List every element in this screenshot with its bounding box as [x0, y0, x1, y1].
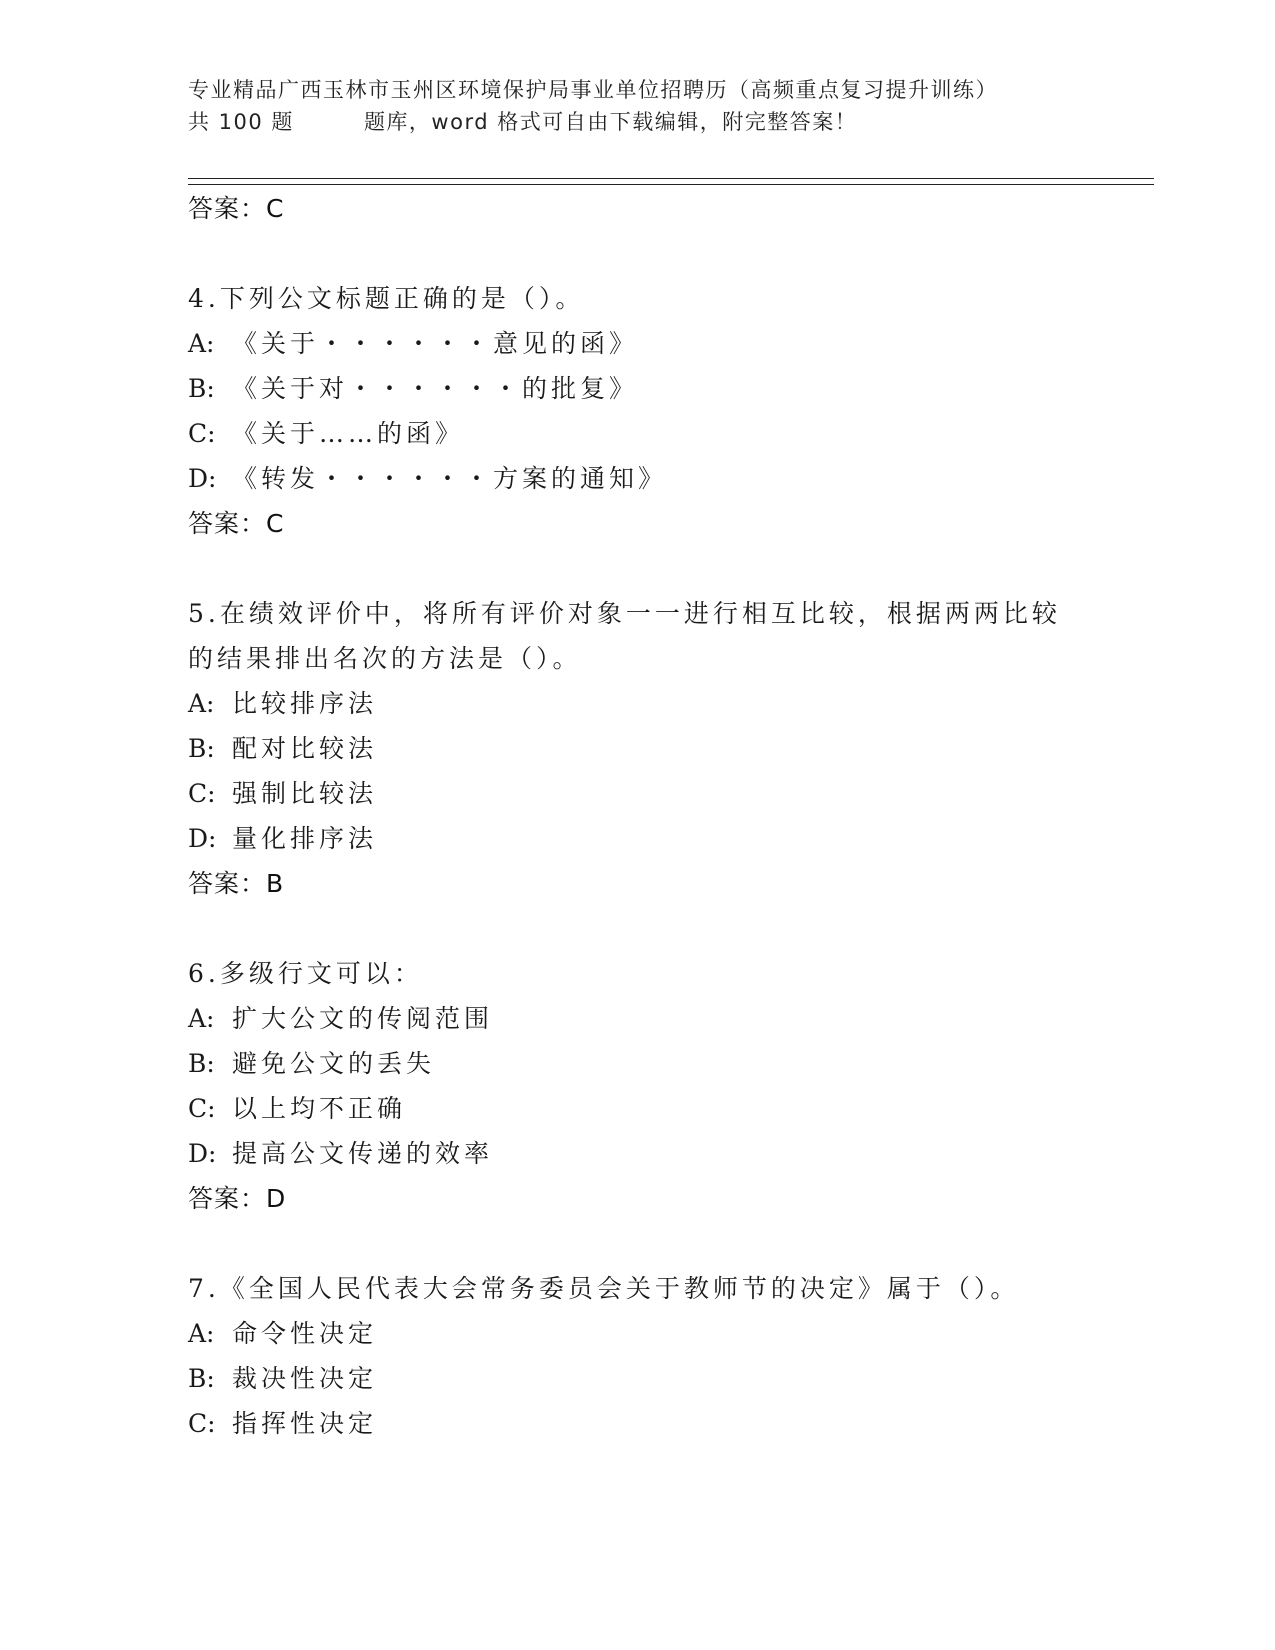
option-text: 比较排序法 — [232, 689, 378, 718]
option-letter: B: — [188, 1049, 215, 1078]
question-7 — [188, 1266, 1148, 1446]
option-letter: C: — [188, 1409, 216, 1438]
option-letter: B: — [188, 1364, 215, 1393]
option-a — [188, 321, 1148, 366]
option-text: 裁决性决定 — [232, 1364, 378, 1393]
option-c — [188, 1401, 1148, 1446]
option-text: 指挥性决定 — [232, 1409, 378, 1438]
option-letter: C: — [188, 419, 216, 448]
header-divider-second — [188, 184, 1154, 185]
option-letter: D: — [188, 824, 217, 853]
option-text: 《关于・・・・・・意见的函》 — [232, 329, 639, 358]
option-letter: C: — [188, 1094, 216, 1123]
option-c — [188, 1086, 1148, 1131]
question-text: 5.在绩效评价中，将所有评价对象一一进行相互比较，根据两两比较的结果排出名次的方法是（）。 — [188, 599, 1061, 673]
option-letter: C: — [188, 779, 216, 808]
answer-line: 答案：D — [188, 1184, 287, 1213]
option-letter: D: — [188, 464, 217, 493]
option-text: 量化排序法 — [232, 824, 378, 853]
answer-line: 答案：C — [188, 509, 285, 538]
question-5 — [188, 591, 1148, 907]
question-4 — [188, 276, 1148, 547]
option-a — [188, 996, 1148, 1041]
option-d — [188, 456, 1148, 501]
option-a — [188, 681, 1148, 726]
option-letter: A: — [188, 329, 215, 358]
question-text: 7.《全国人民代表大会常务委员会关于教师节的决定》属于（）。 — [188, 1274, 1020, 1303]
option-text: 避免公文的丢失 — [232, 1049, 436, 1078]
option-text: 《关于……的函》 — [232, 419, 465, 448]
option-text: 扩大公文的传阅范围 — [232, 1004, 494, 1033]
question-list — [188, 186, 1148, 1446]
option-letter: A: — [188, 689, 215, 718]
option-text: 配对比较法 — [232, 734, 378, 763]
option-letter: A: — [188, 1004, 215, 1033]
option-letter: B: — [188, 374, 215, 403]
answer-line: 答案：B — [188, 869, 285, 898]
option-text: 强制比较法 — [232, 779, 378, 808]
option-text: 《转发・・・・・・方案的通知》 — [232, 464, 668, 493]
option-b — [188, 1041, 1148, 1086]
option-text: 以上均不正确 — [232, 1094, 407, 1123]
header-title: 专业精品广西玉林市玉州区环境保护局事业单位招聘历（高频重点复习提升训练） — [188, 78, 998, 102]
question-text: 4.下列公文标题正确的是（）。 — [188, 284, 585, 313]
header-divider — [188, 178, 1154, 179]
option-d — [188, 816, 1148, 861]
question-6 — [188, 951, 1148, 1222]
option-c — [188, 771, 1148, 816]
header-subtitle — [188, 106, 1088, 138]
page-header — [188, 74, 1088, 138]
header-count: 共 100 题 — [188, 110, 294, 134]
option-letter: D: — [188, 1139, 217, 1168]
option-text: 提高公文传递的效率 — [232, 1139, 494, 1168]
answer-line: 答案：C — [188, 194, 285, 223]
option-a — [188, 1311, 1148, 1356]
option-b — [188, 726, 1148, 771]
option-c — [188, 411, 1148, 456]
option-letter: B: — [188, 734, 215, 763]
option-letter: A: — [188, 1319, 215, 1348]
question-text: 6.多级行文可以： — [188, 959, 423, 988]
option-b — [188, 1356, 1148, 1401]
option-d — [188, 1131, 1148, 1176]
header-description: 题库，word 格式可自由下载编辑，附完整答案！ — [363, 110, 858, 134]
option-text: 《关于对・・・・・・的批复》 — [232, 374, 639, 403]
option-text: 命令性决定 — [232, 1319, 378, 1348]
option-b — [188, 366, 1148, 411]
